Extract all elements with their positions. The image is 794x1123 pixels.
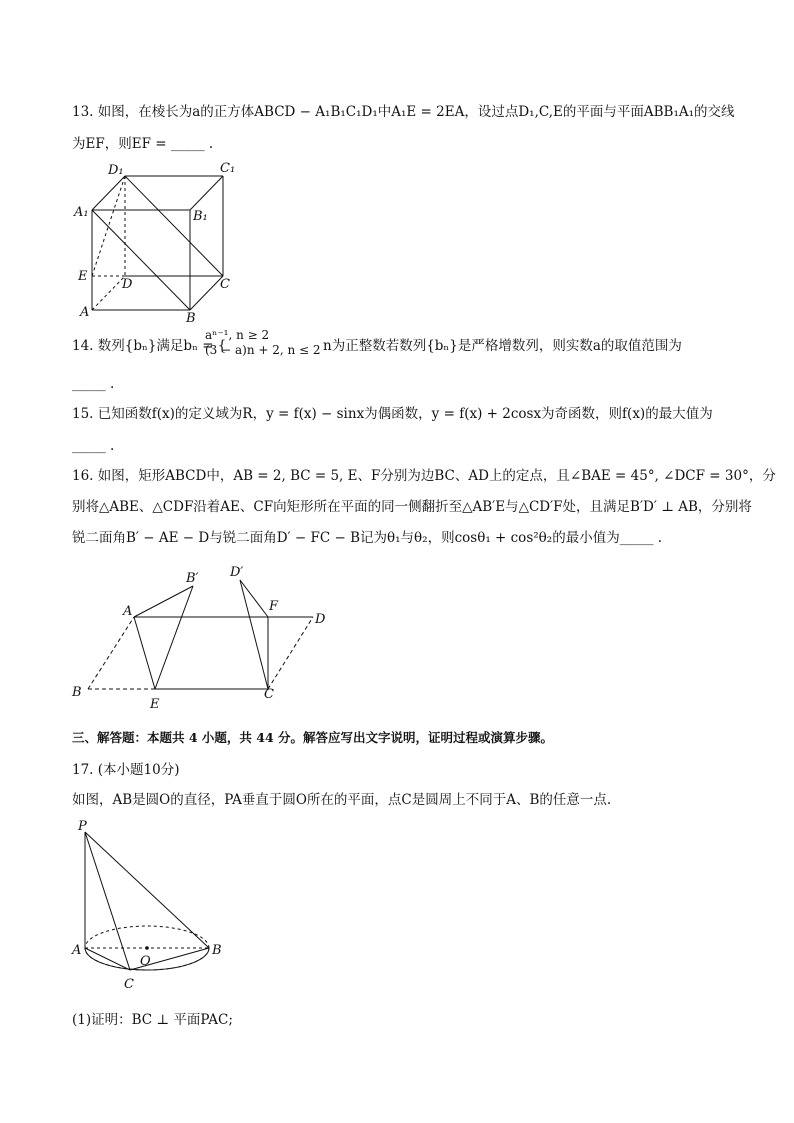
cone-label-B: B [212, 943, 222, 958]
cube-label-C: C [220, 277, 230, 292]
q16-line3: 锐二面角B′ − AE − D与锐二面角D′ − FC − B记为θ₁与θ₂，则cosθ₁ + cos²θ₂的最小值为_____ . [72, 530, 663, 546]
fold-label-Dp: D′ [230, 565, 244, 580]
cone-label-O: O [140, 954, 151, 969]
fold-figure [68, 560, 338, 710]
section3-title: 三、解答题：本题共 4 小题，共 44 分。解答应写出文字说明，证明过程或演算步骤。 [72, 730, 554, 745]
q17-part1: (1)证明：BC ⊥ 平面PAC; [72, 1012, 233, 1028]
q14-suffix: n为正整数若数列{bₙ}是严格增数列，则实数a的取值范围为 [323, 338, 682, 354]
cube-label-B1: B₁ [193, 209, 208, 224]
q14-blank: _____ . [72, 376, 115, 392]
q13-line2: 为EF，则EF = _____ . [72, 136, 214, 152]
cube-label-A1: A₁ [74, 205, 89, 220]
cube-label-B: B [186, 311, 196, 326]
cube-label-D1: D₁ [108, 163, 124, 178]
fold-label-B: B [72, 685, 82, 700]
cube-label-A: A [80, 305, 90, 320]
cone-figure [70, 818, 240, 996]
fold-label-D: D [315, 612, 326, 627]
q16-line1: 16. 如图，矩形ABCD中，AB = 2, BC = 5, E、F分别为边BC、AD上的定点，且∠BAE = 45°, ∠DCF = 30°，分 [72, 468, 776, 484]
cone-label-C: C [124, 977, 134, 992]
cone-label-P: P [78, 819, 87, 834]
q16-line2: 别将△ABE、△CDF沿着AE、CF向矩形所在平面的同一侧翻折至△AB′E与△CD′F处，且满足B′D′ ⊥ AB，分别将 [72, 499, 752, 515]
fold-label-E: E [150, 697, 160, 710]
q17-stem: 如图，AB是圆O的直径，PA垂直于圆O所在的平面，点C是圆周上不同于A、B的任意一点. [72, 792, 612, 808]
cube-label-E: E [78, 269, 88, 284]
q15-blank: _____ . [72, 438, 115, 454]
q14-case1: aⁿ⁻¹, n ≥ 2 [205, 328, 270, 342]
fold-label-F: F [269, 599, 279, 614]
fold-label-Bp: B′ [186, 571, 199, 586]
cone-label-A: A [72, 943, 82, 958]
q13-line1: 13. 如图，在棱长为a的正方体ABCD − A₁B₁C₁D₁中A₁E = 2EA，设过点D₁,C,E的平面与平面ABB₁A₁的交线 [72, 104, 735, 120]
q17-header: 17. (本小题10分) [72, 762, 180, 778]
cube-label-D: D [122, 277, 133, 292]
q15-line1: 15. 已知函数f(x)的定义域为R，y = f(x) − sinx为偶函数，y = f(x) + 2cosx为奇函数，则f(x)的最大值为 [72, 406, 713, 422]
cube-label-C1: C₁ [220, 161, 236, 176]
q14-case2: (3 − a)n + 2, n ≤ 2 [205, 343, 321, 357]
fold-label-A: A [123, 604, 133, 619]
q14-prefix: 14. 数列{bₙ}满足bₙ = { [72, 338, 227, 354]
cube-figure [70, 158, 240, 326]
fold-label-C: C [264, 687, 274, 702]
